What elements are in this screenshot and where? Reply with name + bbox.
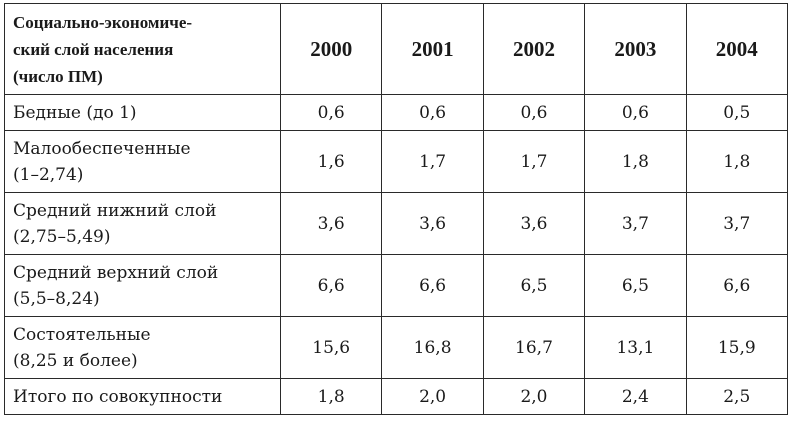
header-label-line: (число ПМ): [13, 66, 103, 86]
table-cell: 6,5: [585, 255, 686, 317]
table-cell: 16,8: [382, 317, 483, 379]
row-label-line: (5,5–8,24): [13, 288, 100, 309]
row-label-line: (8,25 и более): [13, 350, 138, 371]
table-cell: 15,6: [281, 317, 382, 379]
row-label-line: Малообеспеченные: [13, 138, 191, 159]
table-cell: 6,6: [686, 255, 787, 317]
table-row: [5, 317, 788, 379]
table-cell: 1,6: [281, 131, 382, 193]
header-year-2002: 2002: [483, 4, 584, 95]
table-cell: 0,6: [281, 95, 382, 131]
header-year-2003: 2003: [585, 4, 686, 95]
header-year-2000: 2000: [281, 4, 382, 95]
table-row: [5, 95, 788, 131]
row-label: [5, 95, 281, 131]
row-label-line: (1–2,74): [13, 164, 84, 185]
table-row: [5, 193, 788, 255]
table-cell: 1,8: [281, 379, 382, 415]
table-cell: 3,6: [483, 193, 584, 255]
row-label-line: Итого по совокупности: [13, 386, 223, 407]
row-label-line: Состоятельные: [13, 324, 151, 345]
table-cell: 3,6: [382, 193, 483, 255]
table-cell: 2,0: [382, 379, 483, 415]
header-label-line: ский слой населения: [13, 39, 174, 59]
row-label-line: Средний верхний слой: [13, 262, 219, 283]
table-cell: 1,8: [686, 131, 787, 193]
table-cell: 6,5: [483, 255, 584, 317]
table-cell: 2,4: [585, 379, 686, 415]
table-cell: 0,6: [382, 95, 483, 131]
table-cell: 16,7: [483, 317, 584, 379]
table-cell: 15,9: [686, 317, 787, 379]
row-label: [5, 317, 281, 379]
table-row: [5, 131, 788, 193]
row-label: [5, 379, 281, 415]
table-cell: 6,6: [382, 255, 483, 317]
header-year-2004: 2004: [686, 4, 787, 95]
header-year-2001: 2001: [382, 4, 483, 95]
table-cell: 1,8: [585, 131, 686, 193]
table-cell: 1,7: [382, 131, 483, 193]
row-label: [5, 255, 281, 317]
row-label: [5, 131, 281, 193]
table-cell: 1,7: [483, 131, 584, 193]
income-strata-table: [4, 3, 788, 415]
table-cell: 0,6: [585, 95, 686, 131]
table-cell: 13,1: [585, 317, 686, 379]
header-stratum-label: [5, 4, 281, 95]
table-cell: 0,6: [483, 95, 584, 131]
table-cell: 3,6: [281, 193, 382, 255]
header-row: [5, 4, 788, 95]
table-cell: 3,7: [585, 193, 686, 255]
row-label: [5, 193, 281, 255]
table-cell: 2,5: [686, 379, 787, 415]
header-label-line: Социально-экономиче-: [13, 12, 193, 32]
table-cell: 2,0: [483, 379, 584, 415]
table-row-total: [5, 379, 788, 415]
table-cell: 0,5: [686, 95, 787, 131]
row-label-line: Средний нижний слой: [13, 200, 217, 221]
row-label-line: (2,75–5,49): [13, 226, 111, 247]
table-cell: 3,7: [686, 193, 787, 255]
row-label-line: Бедные (до 1): [13, 102, 137, 123]
table-cell: 6,6: [281, 255, 382, 317]
table-row: [5, 255, 788, 317]
